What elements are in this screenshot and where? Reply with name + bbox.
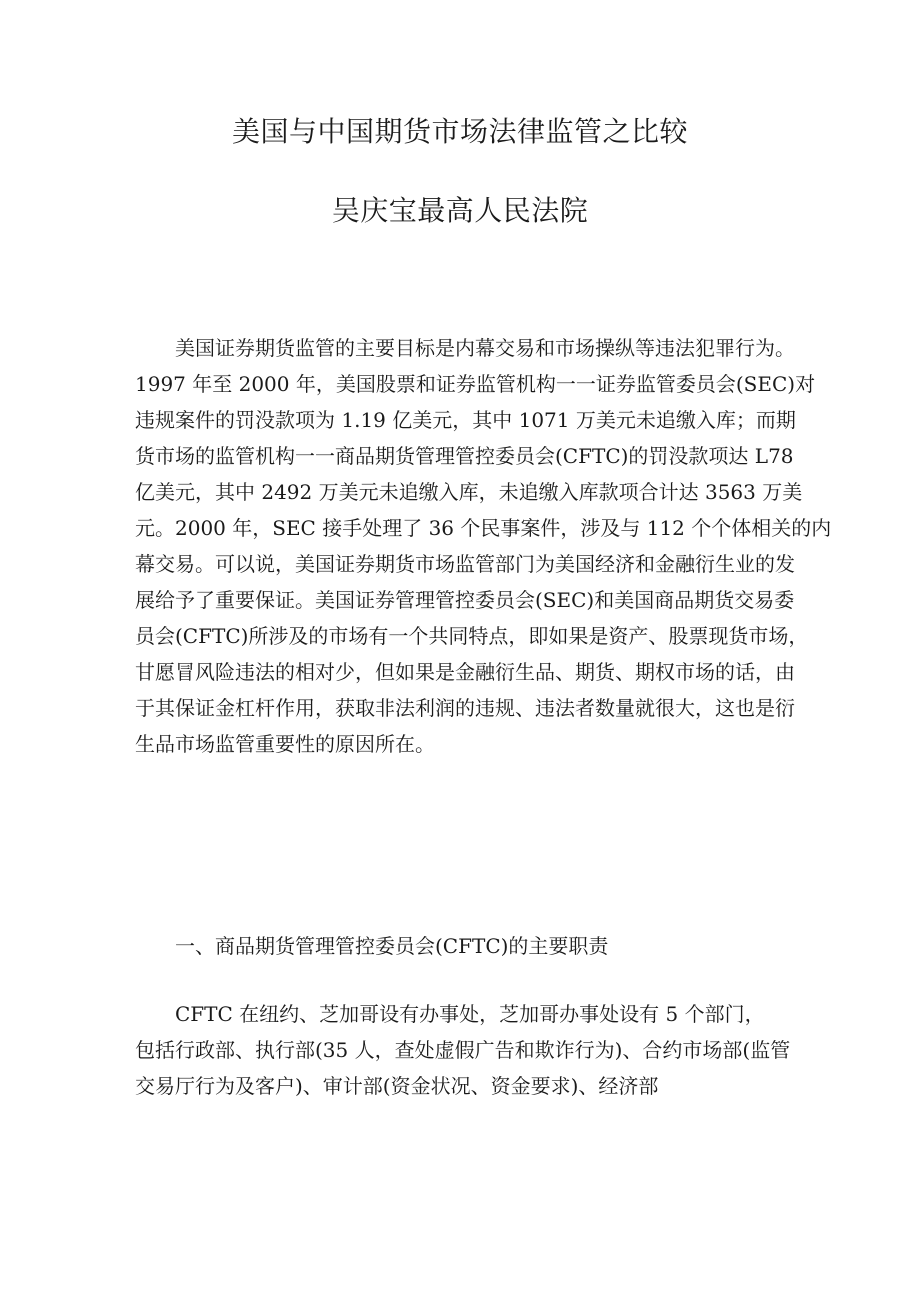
text-line: 元。2000 年，SEC 接手处理了 36 个民事案件，涉及与 112 个个体相关的内 [135, 516, 832, 540]
text-line: 亿美元，其中 2492 万美元未追缴入库，未追缴入库款项合计达 3563 万美 [135, 480, 803, 504]
text-line: 一、商品期货管理管控委员会(CFTC)的主要职责 [175, 934, 609, 958]
text-line: 美国证券期货监管的主要目标是内幕交易和市场操纵等违法犯罪行为。 [175, 336, 795, 360]
paragraph-cftc [135, 996, 795, 1104]
text-line: 1997 年至 2000 年，美国股票和证券监管机构一一证券监管委员会(SEC)对 [135, 372, 816, 396]
text-line: 生品市场监管重要性的原因所在。 [135, 732, 435, 756]
text-line: CFTC 在纽约、芝加哥设有办事处，芝加哥办事处设有 5 个部门， [175, 1002, 765, 1026]
text-line: 违规案件的罚没款项为 1.19 亿美元，其中 1071 万美元未追缴入库；而期 [135, 408, 796, 432]
text-line: 货市场的监管机构一一商品期货管理管控委员会(CFTC)的罚没款项达 L78 [135, 444, 794, 468]
paragraph-intro [135, 330, 832, 762]
text-line: 幕交易。可以说，美国证券期货市场监管部门为美国经济和金融衍生业的发 [135, 552, 795, 576]
section-heading [135, 928, 795, 964]
text-line: 包括行政部、执行部(35 人，查处虚假广告和欺诈行为)、合约市场部(监管 [135, 1038, 791, 1062]
text-line: 展给予了重要保证。美国证券管理管控委员会(SEC)和美国商品期货交易委 [135, 588, 795, 612]
document-title: 美国与中国期货市场法律监管之比较 [231, 115, 688, 148]
text-line: 于其保证金杠杆作用，获取非法利润的违规、违法者数量就很大，这也是衍 [135, 696, 795, 720]
text-line: 交易厅行为及客户)、审计部(资金状况、资金要求)、经济部 [135, 1074, 659, 1098]
text-line: 员会(CFTC)所涉及的市场有一个共同特点，即如果是资产、股票现货市场， [135, 624, 809, 648]
author-line: 吴庆宝最高人民法院 [331, 194, 589, 227]
text-line: 甘愿冒风险违法的相对少，但如果是金融衍生品、期货、期权市场的话，由 [135, 660, 795, 684]
